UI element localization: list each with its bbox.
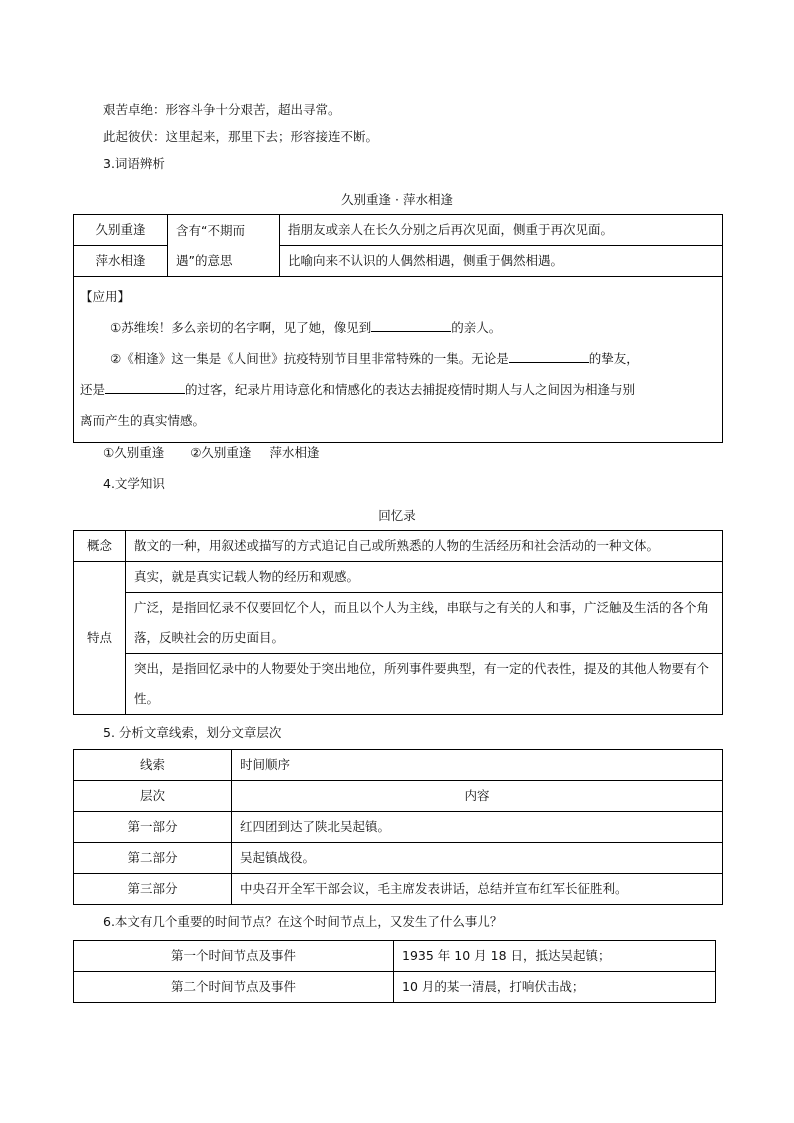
- answer-line: ①久别重逢 ②久别重逢 萍水相逢: [103, 445, 320, 460]
- table-cell: 吴起镇战役。: [232, 843, 723, 874]
- feature-cell: 真实，就是真实记载人物的经历和观感。: [126, 562, 723, 593]
- shared-meaning-cell: 含有“不期而遇”的意思: [168, 215, 280, 277]
- section-heading: 6.本文有几个重要的时间节点？在这个时间节点上，又发生了什么事儿？: [103, 914, 503, 929]
- table-cell: 层次: [74, 781, 232, 812]
- meaning-cell: 指朋友或亲人在长久分别之后再次见面，侧重于再次见面。: [280, 215, 723, 246]
- table-cell: 第三部分: [74, 874, 232, 905]
- feature-cell: 突出，是指回忆录中的人物要处于突出地位，所列事件要典型，有一定的代表性，提及的其他人物要有个性。: [126, 654, 723, 715]
- application-question-2: ②《相逢》这一集是《人间世》抗疫特别节目里非常特殊的一集。无论是 的挚友，: [80, 343, 716, 374]
- definition-line: 此起彼伏：这里起来，那里下去；形容接连不断。: [103, 129, 379, 144]
- application-cell: [74, 277, 723, 443]
- feature-cell: 广泛，是指回忆录不仅要回忆个人，而且以个人为主线，串联与之有关的人和事，广泛触及生活的各个角落，反映社会的历史面目。: [126, 593, 723, 654]
- term-cell: 久别重逢: [74, 215, 168, 246]
- section-heading: 4.文学知识: [103, 476, 165, 491]
- section-heading: 5. 分析文章线索，划分文章层次: [103, 725, 282, 740]
- table-cell: 第一部分: [74, 812, 232, 843]
- meaning-cell: 比喻向来不认识的人偶然相遇，侧重于偶然相遇。: [280, 246, 723, 277]
- memoir-table: [73, 530, 723, 715]
- table-cell: 第二个时间节点及事件: [74, 972, 394, 1003]
- table-cell: 时间顺序: [232, 750, 723, 781]
- table-cell: 内容: [232, 781, 723, 812]
- term-cell: 萍水相逢: [74, 246, 168, 277]
- table-cell: 第一个时间节点及事件: [74, 941, 394, 972]
- features-label: 特点: [74, 562, 126, 715]
- table-cell: 线索: [74, 750, 232, 781]
- fill-blank[interactable]: [371, 317, 451, 332]
- table-cell: 10 月的某一清晨，打响伏击战；: [394, 972, 716, 1003]
- table-cell: 中央召开全军干部会议，毛主席发表讲话，总结并宣布红军长征胜利。: [232, 874, 723, 905]
- table-title: 回忆录: [378, 508, 416, 523]
- word-comparison-table: [73, 214, 723, 443]
- table-cell: 1935 年 10 月 18 日，抵达吴起镇；: [394, 941, 716, 972]
- application-question-2-cont: 还是 的过客，纪录片用诗意化和情感化的表达去捕捉疫情时期人与人之间因为相逢与别: [80, 374, 716, 405]
- table-cell: 第二部分: [74, 843, 232, 874]
- application-label: 【应用】: [80, 289, 131, 304]
- timeline-table: [73, 940, 716, 1003]
- application-question-1: ①苏维埃！多么亲切的名字啊，见了她，像见到 的亲人。: [80, 312, 716, 343]
- fill-blank[interactable]: [509, 348, 589, 363]
- definition-line: 艰苦卓绝：形容斗争十分艰苦，超出寻常。: [103, 102, 341, 117]
- structure-table: [73, 749, 723, 905]
- concept-label: 概念: [74, 531, 126, 562]
- concept-cell: 散文的一种，用叙述或描写的方式追记自己或所熟悉的人物的生活经历和社会活动的一种文体。: [126, 531, 723, 562]
- application-question-2-end: 离而产生的真实情感。: [80, 413, 206, 428]
- table-title: 久别重逢 · 萍水相逢: [341, 192, 453, 207]
- table-cell: 红四团到达了陕北吴起镇。: [232, 812, 723, 843]
- fill-blank[interactable]: [105, 379, 185, 394]
- section-heading: 3.词语辨析: [103, 156, 165, 171]
